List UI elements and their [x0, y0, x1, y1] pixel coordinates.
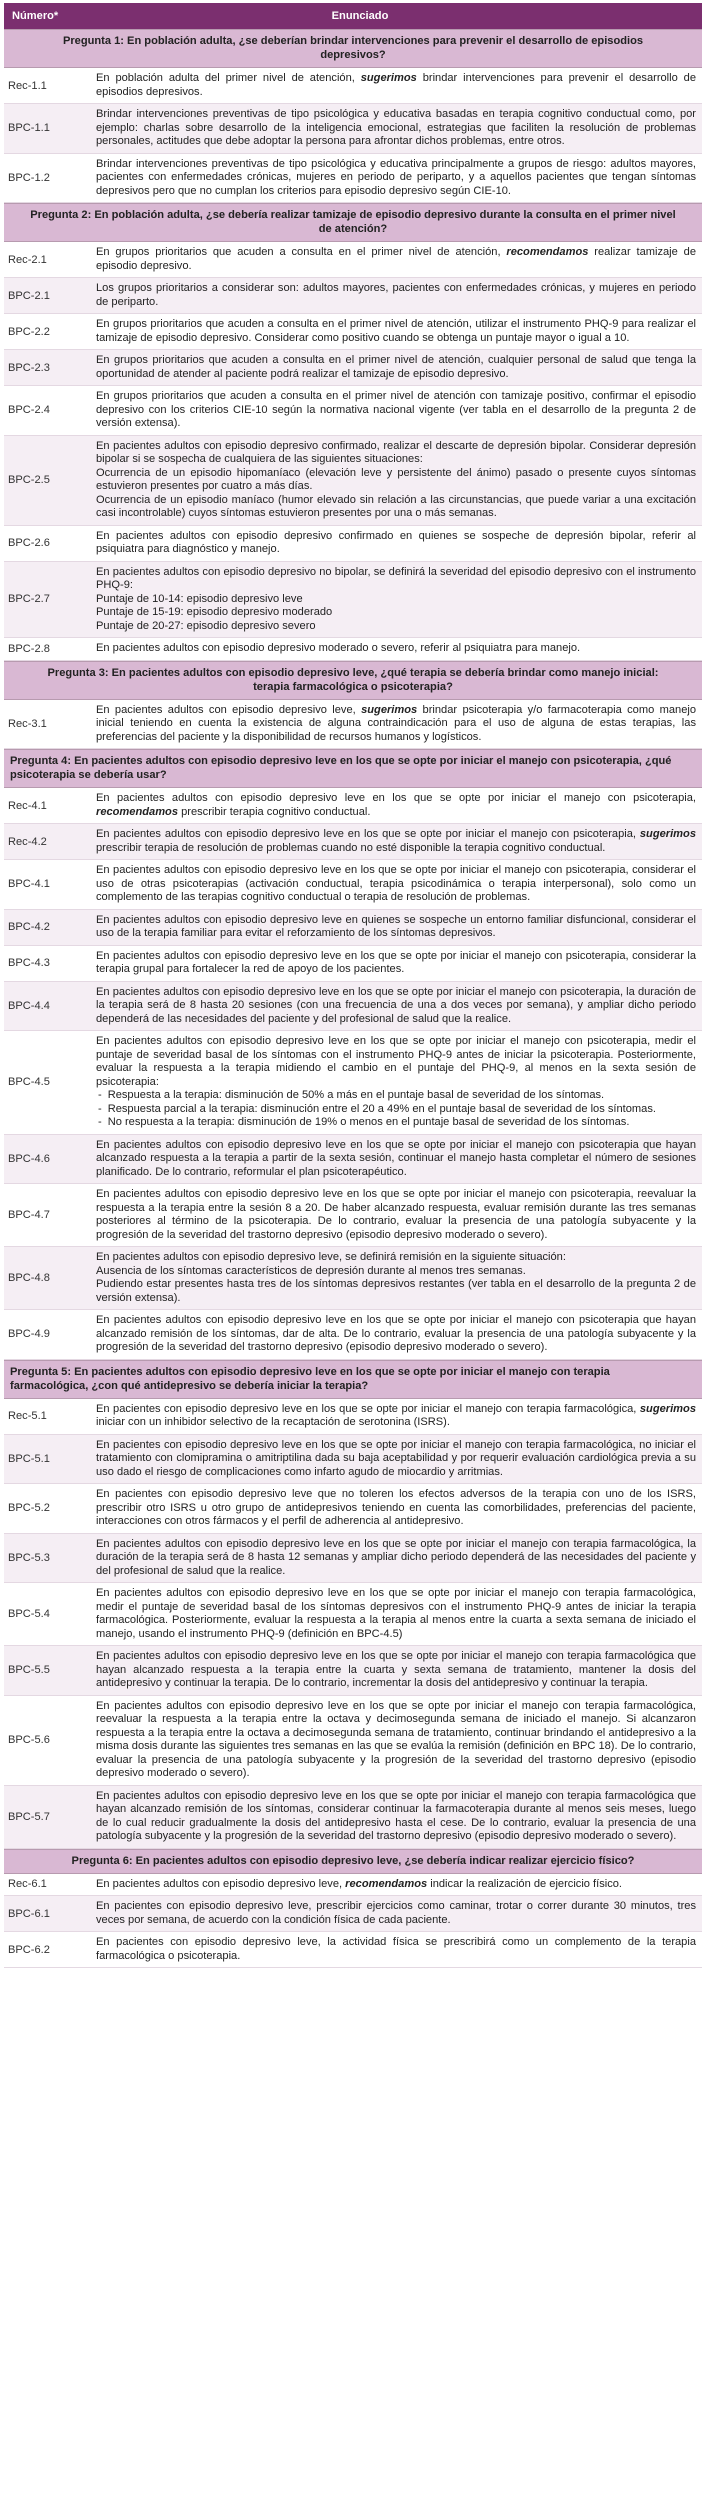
statement-line: Puntaje de 15-19: episodio depresivo moderado	[96, 606, 333, 618]
table-row	[4, 104, 702, 154]
statement-text: En pacientes adultos con episodio depresivo leve en los que se opte por iniciar el manejo con terapia farmacológica, la duración de la terapia será de 8 hasta 12 semanas y ampliar dicho periodo dependerá de las necesidades del paciente y del profesional de salud que la realice.	[96, 1537, 696, 1577]
table-row	[4, 946, 702, 982]
statement-line: Pudiendo estar presentes hasta tres de los síntomas depresivos restantes (ver tabla en el desarrollo de la pregunta 2 de versión extensa).	[96, 1278, 696, 1304]
statement-line: Ausencia de los síntomas característicos de depresión durante al menos tres semanas.	[96, 1264, 526, 1277]
table-row	[4, 1484, 702, 1534]
table-row	[4, 1310, 702, 1360]
table-header	[4, 3, 702, 29]
row-statement	[96, 154, 702, 203]
statement-text: En pacientes con episodio depresivo leve en los que se opte por iniciar el manejo con terapia farmacológica, no iniciar el tratamiento con clomipramina o amitriptilina dada su baja aceptabilidad y por requerir evaluación cardiológica previa a su uso dado el riesgo de complicaciones como infarto agudo de miocardio y arritmias.	[96, 1438, 696, 1478]
row-code: BPC-4.1	[8, 878, 50, 891]
statement-text: En pacientes adultos con episodio depresivo leve en los que se opte por iniciar el manejo con psicoterapia, considerar la terapia grupal para fortalecer la red de apoyo de los pacientes.	[96, 949, 696, 975]
bullet-list	[96, 1089, 696, 1130]
row-code: BPC-5.2	[8, 1502, 50, 1515]
statement-text: realizar tamizaje de episodio depresivo.	[96, 246, 696, 272]
table-row	[4, 68, 702, 104]
row-code: Rec-3.1	[8, 717, 47, 730]
row-statement	[96, 436, 702, 525]
statement-line: Ocurrencia de un episodio hipomaníaco (elevación leve y persistente del ánimo) pasado o presente cuyos síntomas estuvieron presentes por cuatro a más días.	[96, 466, 696, 492]
row-statement	[96, 104, 702, 153]
question-header: Pregunta 3: En pacientes adultos con episodio depresivo leve, ¿qué terapia se debería brindar como manejo inicial: terapia farmacológica o psicoterapia?	[4, 661, 702, 700]
statement-text: En pacientes con episodio depresivo leve, la actividad física se prescribirá como un complemento de la terapia farmacológica o psicoterapia.	[96, 1936, 696, 1962]
row-code: BPC-2.1	[8, 289, 50, 302]
statement-text: brindar intervenciones para prevenir el desarrollo de episodios depresivos.	[96, 72, 696, 98]
statement-text: En pacientes adultos con episodio depresivo leve en los que se opte por iniciar el manejo con psicoterapia que hayan alcanzado remisión de los síntomas, dar de alta. De lo contrario, evaluar la presencia de una patología subyacente y la progresión de la severidad del trastorno depresivo (episodio depresivo moderado o severo).	[96, 1314, 696, 1353]
statement-text: En pacientes adultos con episodio depresivo leve en los que se opte por iniciar el manejo con terapia farmacológica que hayan alcanzado remisión de los síntomas, considerar continuar la farmacoterapia durante al menos seis meses, luego de lo cual reducir gradualmente la dosis del antidepresivo hasta el cese. De lo contrario, evaluar la presencia de una patología subyacente y la progresión de la severidad del trastorno depresivo (episodio depresivo moderado o severo).	[96, 1789, 696, 1842]
table-row	[4, 350, 702, 386]
row-statement	[96, 946, 702, 981]
section-rows	[4, 1399, 702, 1849]
table-row	[4, 1786, 702, 1849]
statement-text: indicar la realización de ejercicio físico.	[427, 1877, 623, 1890]
question-header: Pregunta 1: En población adulta, ¿se deberían brindar intervenciones para prevenir el desarrollo de episodios depresivos?	[4, 29, 702, 68]
row-code: BPC-5.3	[8, 1551, 50, 1564]
question-header: Pregunta 2: En población adulta, ¿se debería realizar tamizaje de episodio depresivo durante la consulta en el primer nivel de atención?	[4, 203, 702, 242]
row-code: BPC-2.8	[8, 642, 50, 655]
row-code: BPC-5.6	[8, 1734, 50, 1746]
row-statement	[96, 386, 702, 435]
bullet-item: - Respuesta a la terapia: disminución de 50% a más en el puntaje basal de severidad de los síntomas.	[110, 1089, 696, 1103]
table-row	[4, 1896, 702, 1932]
statement-text: En pacientes con episodio depresivo leve en los que se opte por iniciar el manejo con terapia farmacológica,	[96, 1402, 640, 1415]
table-row	[4, 824, 702, 860]
row-statement	[96, 1031, 702, 1134]
row-code: BPC-2.4	[8, 404, 50, 417]
statement-text: En grupos prioritarios que acuden a consulta en el primer nivel de atención,	[96, 246, 507, 258]
row-code: Rec-6.1	[8, 1878, 47, 1891]
row-statement	[96, 350, 702, 385]
row-statement	[96, 638, 702, 660]
row-statement	[96, 1874, 702, 1896]
statement-text: En grupos prioritarios que acuden a consulta en el primer nivel de atención, utilizar el instrumento PHQ-9 para realizar el tamizaje de episodio depresivo. Considerar como positivo cuando se obtenga un puntaje mayor o igual a 10.	[96, 318, 696, 344]
row-code: BPC-2.7	[8, 593, 50, 606]
row-code: BPC-2.3	[8, 361, 50, 374]
row-code: Rec-2.1	[8, 253, 47, 266]
table-row	[4, 910, 702, 946]
row-statement	[96, 278, 702, 313]
header-statement: Enunciado	[331, 10, 389, 22]
row-statement	[96, 1534, 702, 1583]
row-statement	[96, 1399, 702, 1434]
table-row	[4, 1932, 702, 1968]
recommendation-strength: recomendamos	[506, 246, 589, 258]
row-statement	[96, 910, 702, 945]
recommendation-strength: sugerimos	[361, 703, 418, 716]
row-statement	[96, 526, 702, 561]
table-row	[4, 1874, 702, 1897]
row-statement	[96, 68, 702, 103]
row-statement	[96, 1646, 702, 1695]
question-header: Pregunta 5: En pacientes adultos con episodio depresivo leve en los que se opte por iniciar el manejo con terapia farmacológica, ¿con qué antidepresivo se debería iniciar la terapia?	[4, 1360, 702, 1399]
statement-text: En grupos prioritarios que acuden a consulta en el primer nivel de atención con tamizaje positivo, confirmar el episodio depresivo con los criterios CIE-10 según la normativa nacional vigente (ver tabla en el desarrollo de la pregunta 2 de versión extensa).	[96, 390, 696, 429]
statement-text: prescribir terapia cognitivo conductual.	[178, 805, 371, 818]
table-row	[4, 1435, 702, 1485]
row-code: Rec-4.1	[8, 799, 47, 812]
statement-text: Los grupos prioritarios a considerar son: adultos mayores, pacientes con enfermedades crónicas, y mujeres en periodo de periparto.	[96, 282, 696, 308]
row-code: BPC-2.6	[8, 537, 50, 549]
table-row	[4, 1184, 702, 1247]
table-row	[4, 1247, 702, 1310]
row-code: BPC-4.8	[8, 1272, 50, 1284]
row-code: BPC-4.4	[8, 999, 50, 1012]
statement-text: En pacientes adultos con episodio depresivo leve en quienes se sospeche un entorno familiar disfuncional, considerar el uso de la terapia familiar para evitar el reforzamiento de los síntomas depresivos.	[96, 913, 696, 939]
table-row	[4, 1646, 702, 1696]
row-code: BPC-4.7	[8, 1209, 50, 1221]
statement-text: En pacientes adultos con episodio depresivo leve,	[96, 703, 362, 716]
row-statement	[96, 1583, 702, 1645]
row-code: BPC-4.3	[8, 957, 50, 969]
table-row	[4, 638, 702, 661]
row-statement	[96, 1896, 702, 1931]
statement-text: En pacientes adultos con episodio depresivo leve en los que se opte por iniciar el manejo con psicoterapia, la duración de la terapia será de 8 hasta 20 sesiones (con una frecuencia de una a dos veces por semana), y ampliar dicho periodo dependerá de las necesidades del paciente y del profesional de salud que la realice.	[96, 985, 696, 1025]
row-code: Rec-5.1	[8, 1410, 47, 1422]
question-header: Pregunta 6: En pacientes adultos con episodio depresivo leve, ¿se debería indicar realizar ejercicio físico?	[4, 1849, 702, 1874]
table-row	[4, 242, 702, 278]
row-code: BPC-5.7	[8, 1810, 50, 1823]
table-row	[4, 1534, 702, 1584]
section-rows	[4, 788, 702, 1360]
table-row	[4, 278, 702, 314]
row-code: BPC-5.4	[8, 1608, 50, 1620]
statement-line: En pacientes adultos con episodio depresivo leve en los que se opte por iniciar el manejo con psicoterapia, medir el puntaje de severidad basal de los síntomas con el instrumento PHQ-9 antes de iniciar la psicoterapia. Posteriormente, evaluar la respuesta a la terapia midiendo el cambio en el puntaje del PHQ-9, al menos en la sexta sesión de psicoterapia:	[96, 1035, 696, 1088]
table-row	[4, 386, 702, 436]
recommendation-strength: recomendamos	[345, 1877, 428, 1890]
statement-text: En pacientes adultos con episodio depresivo moderado o severo, referir al psiquiatra para manejo.	[96, 642, 581, 654]
row-statement	[96, 562, 702, 638]
statement-text: Brindar intervenciones preventivas de tipo psicológica y educativa basadas en terapia cognitivo conductual como, por ejemplo: charlas sobre desarrollo de la inteligencia emocional, estrategias que faciliten la resolución de problemas personales, actitudes que debe adoptar la persona para afrontar dichos problemas, entre otros.	[96, 108, 696, 147]
table-row	[4, 154, 702, 204]
statement-line: Puntaje de 20-27: episodio depresivo severo	[96, 619, 316, 632]
row-code: BPC-4.2	[8, 921, 50, 933]
statement-text: iniciar con un inhibidor selectivo de la recaptación de serotonina (ISRS).	[96, 1416, 450, 1428]
table-row	[4, 1399, 702, 1435]
statement-text: En grupos prioritarios que acuden a consulta en el primer nivel de atención, cualquier personal de salud que tenga la oportunidad de atender al paciente podrá realizar el tamizaje de episodio depresivo.	[96, 354, 696, 380]
recommendation-strength: sugerimos	[639, 828, 696, 840]
table-row	[4, 1135, 702, 1185]
recommendation-strength: sugerimos	[360, 72, 417, 84]
row-statement	[96, 314, 702, 349]
statement-text: En pacientes adultos con episodio depresivo leve en los que se opte por iniciar el manejo con psicoterapia, considerar el uso de otras psicoterapias (activación conductual, terapia psicodinámica o terapia interpersonal), solo como un complemento de las terapias cognitivo conductual o terapia de resolución de problemas.	[96, 864, 696, 903]
section-rows	[4, 700, 702, 750]
question-header: Pregunta 4: En pacientes adultos con episodio depresivo leve en los que se opte por iniciar el manejo con psicoterapia, ¿qué psicoterapia se debería usar?	[4, 749, 702, 788]
row-code: BPC-4.5	[8, 1076, 50, 1089]
table-row	[4, 526, 702, 562]
table-row	[4, 314, 702, 350]
recommendation-strength: sugerimos	[639, 1402, 696, 1415]
statement-text: En pacientes adultos con episodio depresivo leve en los que se opte por iniciar el manejo con psicoterapia,	[96, 828, 640, 840]
row-statement	[96, 1786, 702, 1848]
statement-line: En pacientes adultos con episodio depresivo no bipolar, se definirá la severidad del episodio depresivo con el instrumento PHQ-9:	[96, 565, 696, 591]
statement-line: Puntaje de 10-14: episodio depresivo leve	[96, 592, 303, 605]
row-code: BPC-4.6	[8, 1152, 50, 1165]
statement-text: En pacientes adultos con episodio depresivo leve en los que se opte por iniciar el manejo con terapia farmacológica, medir el puntaje de severidad basal de los síntomas depresivos con el instrumento PHQ-9 antes de iniciar la terapia farmacológica. Posteriormente, evaluar la respuesta a la terapia al menos entre la cuarta a sexta semana de iniciado el manejo, usando el instrumento PHQ-9 (definición en BPC-4.5)	[96, 1587, 696, 1640]
table-row	[4, 562, 702, 639]
statement-text: En pacientes adultos con episodio depresivo confirmado en quienes se sospeche de depresión bipolar, referir al psiquiatra para diagnóstico y manejo.	[96, 529, 696, 555]
row-code: BPC-5.1	[8, 1452, 50, 1465]
row-statement	[96, 982, 702, 1031]
row-code: Rec-1.1	[8, 79, 47, 92]
row-code: BPC-1.1	[8, 122, 50, 135]
row-code: BPC-2.2	[8, 325, 50, 338]
section-rows	[4, 68, 702, 203]
row-code: BPC-2.5	[8, 474, 50, 486]
bullet-item: - Respuesta parcial a la terapia: disminución entre el 20 a 49% en el puntaje basal de severidad de los síntomas.	[110, 1103, 696, 1117]
row-statement	[96, 700, 702, 749]
statement-text: En pacientes con episodio depresivo leve que no toleren los efectos adversos de la terapia con uno de los ISRS, prescribir otro ISRS u otro grupo de antidepresivos teniendo en cuenta las comorbilidades, preferencias del paciente, interacciones con otros fármacos y el perfil de adherencia al antidepresivo.	[96, 1488, 696, 1527]
row-statement	[96, 1135, 702, 1184]
table-row	[4, 1583, 702, 1646]
statement-text: En pacientes adultos con episodio depresivo leve en los que se opte por iniciar el manejo con psicoterapia,	[96, 792, 696, 804]
statement-text: prescribir terapia de resolución de problemas cuando no esté disponible la terapia cognitivo conductual.	[96, 841, 606, 854]
statement-text: Brindar intervenciones preventivas de tipo psicológica y educativa principalmente a grupos de riesgo: adultos mayores, pacientes con enfermedades crónicas, mujeres en periodo de periparto, y a aquellos pacientes que tengan síntomas depresivos pero que no cumplan los criterios para episodio depresivo según CIE-10.	[96, 157, 696, 197]
row-statement	[96, 1184, 702, 1246]
row-code: BPC-1.2	[8, 171, 50, 184]
section-rows	[4, 242, 702, 661]
statement-text: En pacientes adultos con episodio depresivo leve en los que se opte por iniciar el manejo con psicoterapia, reevaluar la respuesta a la terapia entre la sesión 8 a 20. De haber alcanzado respuesta, evaluar remisión durante las tres semanas posteriores al término de la psicoterapia. De lo contrario, evaluar la presencia de una patología subyacente y la progresión de la severidad del trastorno depresivo (episodio depresivo moderado o severo).	[96, 1188, 696, 1241]
table-row	[4, 1696, 702, 1786]
row-statement	[96, 242, 702, 277]
row-code: BPC-6.1	[8, 1907, 50, 1920]
table-row	[4, 1031, 702, 1135]
recommendations-table	[4, 3, 702, 1968]
statement-text: En pacientes adultos con episodio depresivo leve,	[96, 1877, 346, 1890]
statement-text: brindar psicoterapia y/o farmacoterapia como manejo inicial teniendo en cuenta la existencia de alguna contraindicación para el uso de alguna de estas terapias, las preferencias del paciente y la disponibilidad de recursos humanos y logísticos.	[96, 703, 697, 743]
statement-text: En pacientes adultos con episodio depresivo leve en los que se opte por iniciar el manejo con terapia farmacológica, reevaluar la respuesta a la terapia entre la octava y decimosegunda semana de iniciado el manejo. Si alcanzaron respuesta a la terapia entre la octava a decimosegunda semana de tratamiento, continuar brindando el antidepresivo a la misma dosis durante las siguientes tres semanas en las que se evalúa la remisión (definición en BPC 18). De lo contrario, evaluar la presencia de una patología subyacente y la progresión de la severidad del trastorno depresivo (episodio depresivo moderado o severo).	[96, 1699, 696, 1779]
statement-text: En pacientes adultos con episodio depresivo leve en los que se opte por iniciar el manejo con psicoterapia que hayan alcanzado respuesta a la terapia a partir de la sexta sesión, continuar el manejo hasta completar el número de sesiones planificado. De lo contrario, reformular el plan psicoterapéutico.	[96, 1138, 696, 1178]
table-body	[4, 29, 702, 1968]
row-statement	[96, 860, 702, 909]
statement-text: En población adulta del primer nivel de atención,	[96, 72, 361, 84]
row-code: BPC-5.5	[8, 1664, 50, 1677]
statement-line: En pacientes adultos con episodio depresivo confirmado, realizar el descarte de depresión bipolar. Considerar depresión bipolar si se sospecha de cualquiera de las siguientes situaciones:	[96, 439, 696, 465]
row-statement	[96, 1435, 702, 1484]
bullet-item: - No respuesta a la terapia: disminución de 19% o menos en el puntaje basal de severidad de los síntomas.	[110, 1116, 696, 1130]
statement-line: Ocurrencia de un episodio maníaco (humor elevado sin relación a las circunstancias, que puede variar a una excitación casi incontrolable) cuyos síntomas estuvieron presentes por una o más semanas.	[96, 493, 696, 519]
row-code: BPC-4.9	[8, 1328, 50, 1341]
row-statement	[96, 1247, 702, 1309]
row-statement	[96, 1484, 702, 1533]
row-code: Rec-4.2	[8, 835, 47, 848]
row-statement	[96, 1696, 702, 1785]
recommendation-strength: recomendamos	[96, 805, 179, 818]
section-rows	[4, 1874, 702, 1969]
statement-text: En pacientes con episodio depresivo leve, prescribir ejercicios como caminar, trotar o correr durante 30 minutos, tres veces por semana, de acuerdo con la condición física de cada paciente.	[96, 1900, 696, 1926]
row-statement	[96, 824, 702, 859]
row-statement	[96, 788, 702, 823]
row-statement	[96, 1310, 702, 1359]
row-statement	[96, 1932, 702, 1967]
table-row	[4, 860, 702, 910]
table-row	[4, 700, 702, 750]
table-row	[4, 788, 702, 824]
table-row	[4, 982, 702, 1032]
statement-line: En pacientes adultos con episodio depresivo leve, se definirá remisión en la siguiente situación:	[96, 1251, 566, 1263]
header-number: Número*	[12, 10, 59, 22]
table-row	[4, 436, 702, 526]
statement-text: En pacientes adultos con episodio depresivo leve en los que se opte por iniciar el manejo con terapia farmacológica que hayan alcanzado respuesta a la terapia entre la cuarta y sexta semana de tratamiento, mantener la dosis del antidepresivo y continuar la terapia. De lo contrario, incrementar la dosis del antidepresivo y continuar la terapia.	[96, 1650, 696, 1689]
row-code: BPC-6.2	[8, 1943, 50, 1956]
